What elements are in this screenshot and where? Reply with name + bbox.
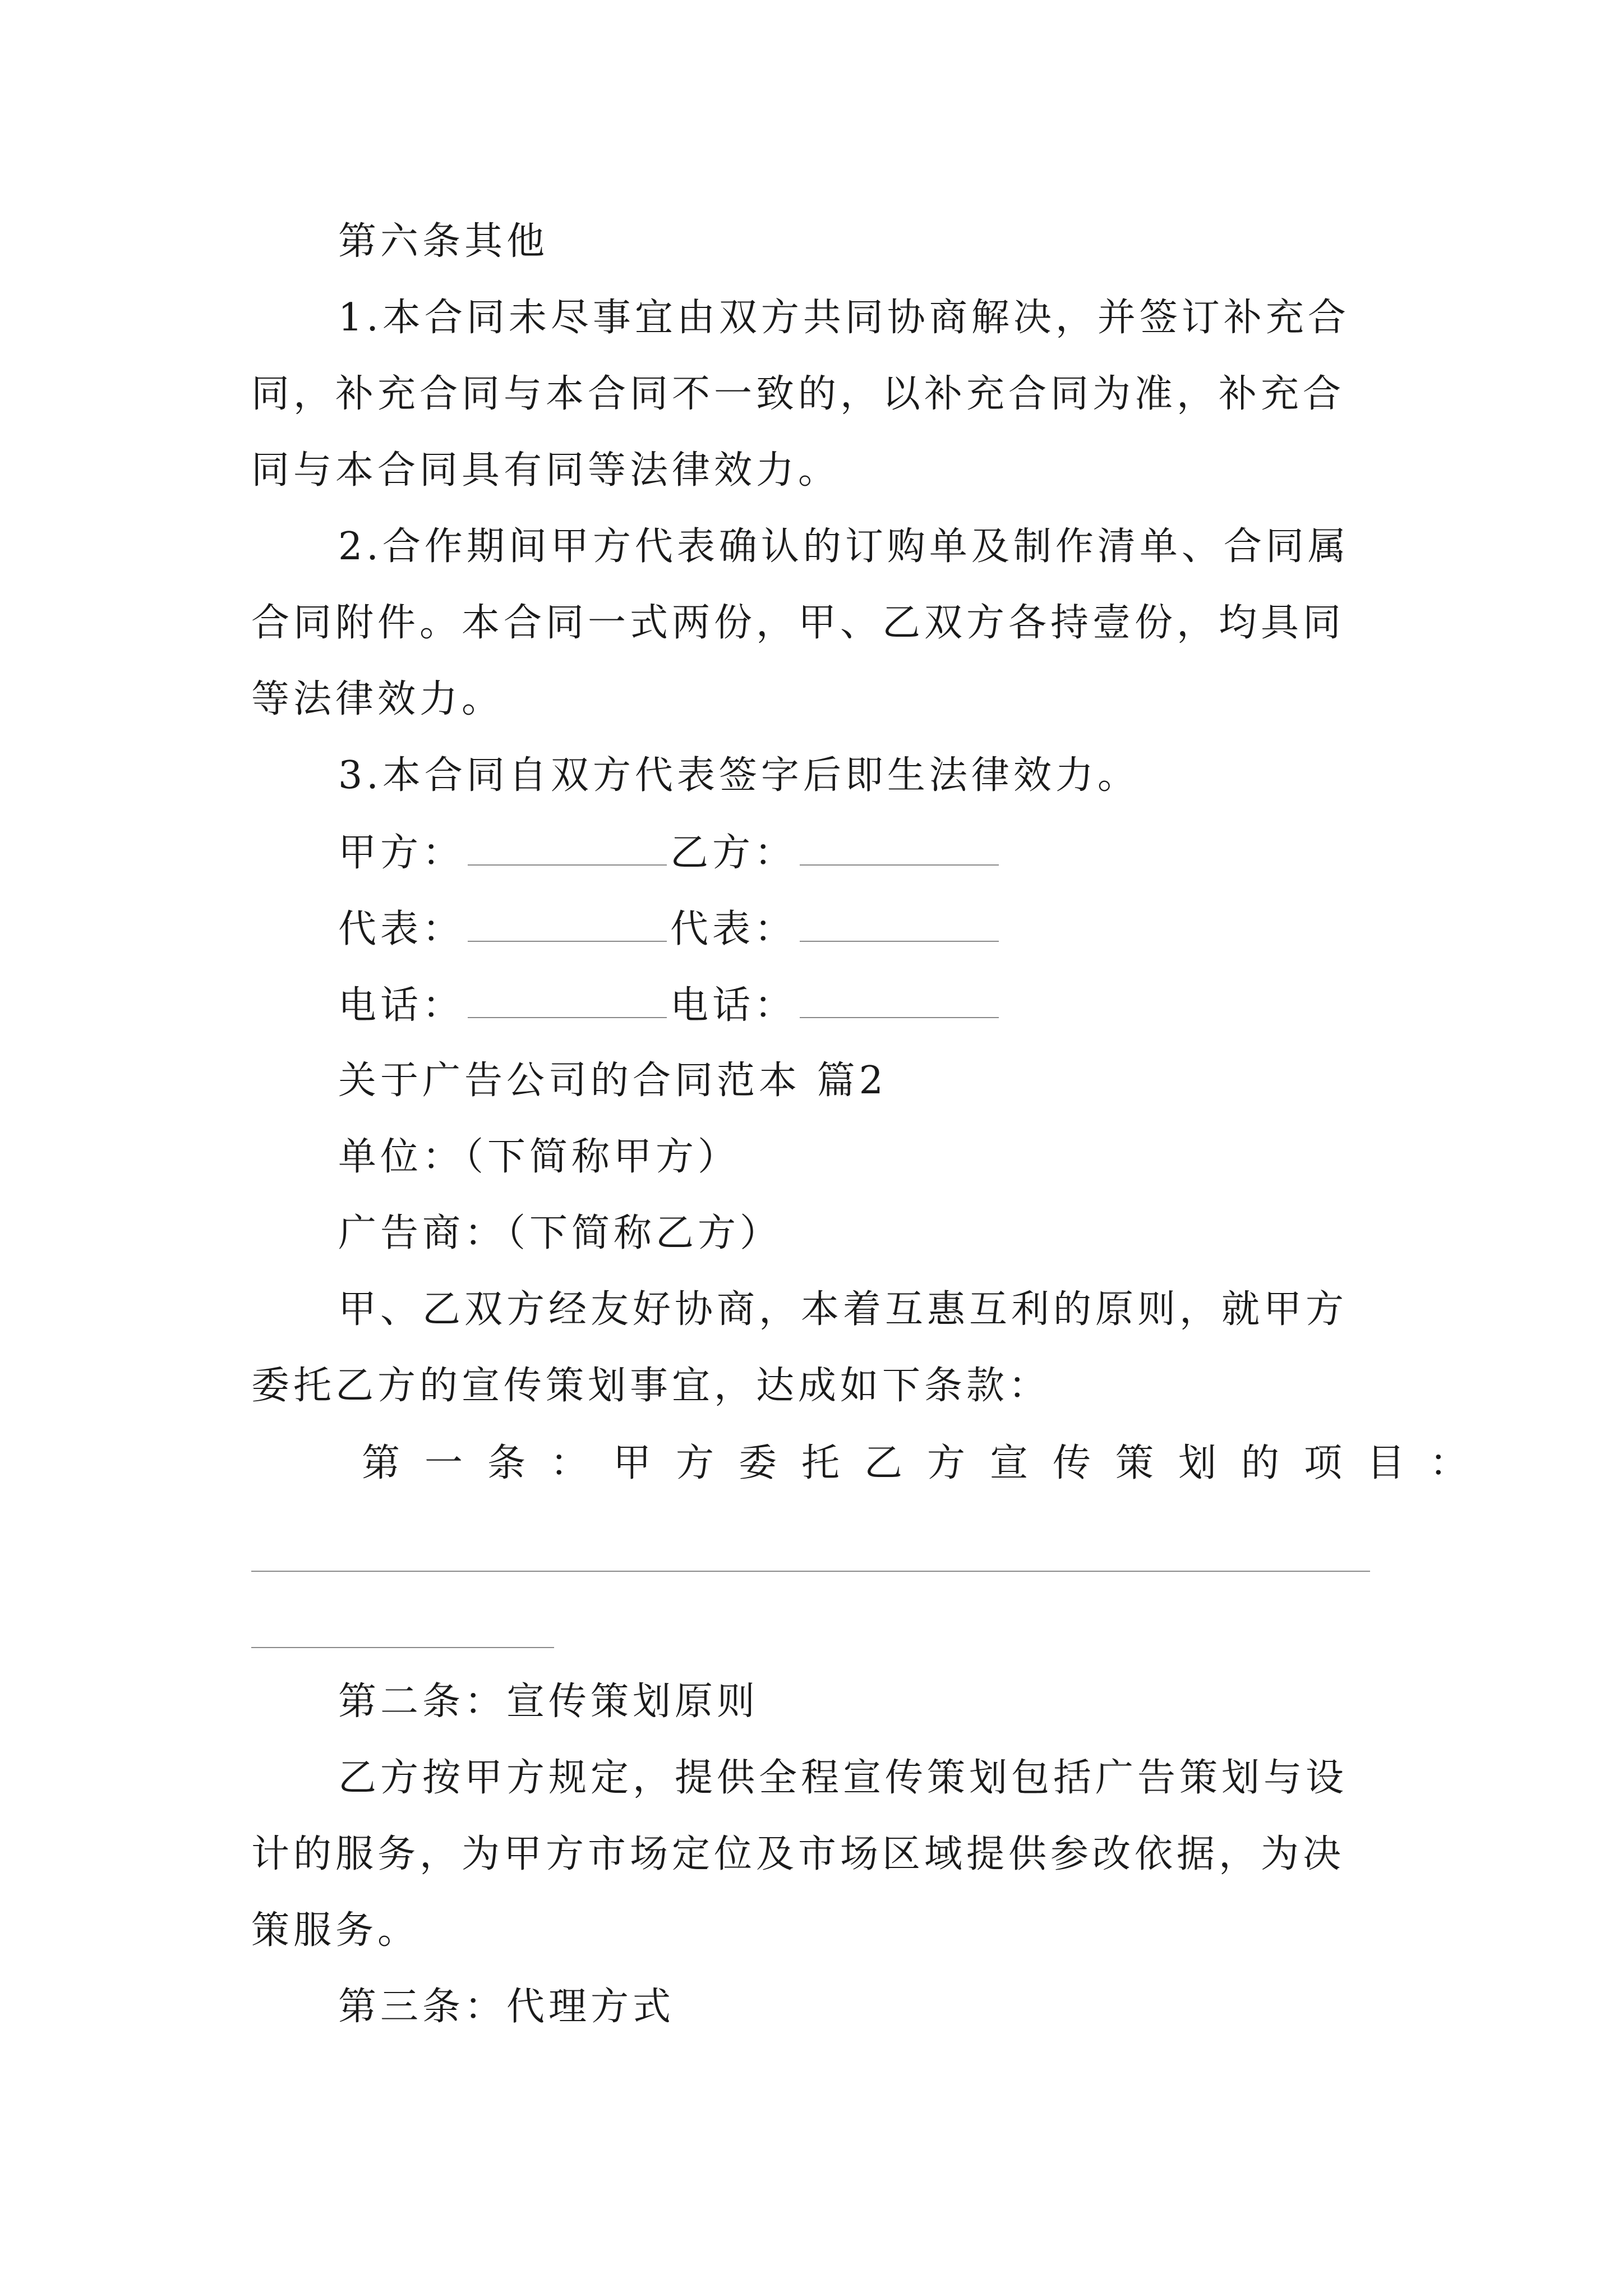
paragraph-line: 3.本合同自双方代表签字后即生法律效力。 bbox=[338, 753, 1140, 798]
party-a-label: 甲方： bbox=[338, 831, 465, 875]
rep-a-label: 代表： bbox=[338, 907, 465, 951]
paragraph-line: 等法律效力。 bbox=[251, 677, 504, 721]
phone-b-blank[interactable] bbox=[800, 986, 999, 1018]
party-advertiser-line: 广告商：（下简称乙方） bbox=[338, 1211, 782, 1255]
party-b-blank[interactable] bbox=[800, 833, 999, 866]
paragraph-line: 2.合作期间甲方代表确认的订购单及制作清单、合同属 bbox=[338, 524, 1350, 569]
paragraph-line: 合同附件。本合同一式两份，甲、乙双方各持壹份，均具同 bbox=[251, 601, 1345, 645]
party-b-label: 乙方： bbox=[670, 831, 797, 875]
paragraph-line: 同，补充合同与本合同不一致的，以补充合同为准，补充合 bbox=[251, 372, 1345, 416]
paragraph-line: 甲、乙双方经友好协商，本着互惠互利的原则，就甲方 bbox=[338, 1287, 1348, 1332]
clause-three-heading: 第三条：代理方式 bbox=[338, 1985, 675, 2029]
paragraph-line: 乙方按甲方规定，提供全程宣传策划包括广告策划与设 bbox=[338, 1756, 1348, 1800]
phone-a-blank[interactable] bbox=[468, 986, 667, 1018]
party-unit-line: 单位：（下简称甲方） bbox=[338, 1135, 740, 1179]
clause-two-heading: 第二条：宣传策划原则 bbox=[338, 1680, 759, 1724]
paragraph-line: 同与本合同具有同等法律效力。 bbox=[251, 448, 841, 493]
phone-a-label: 电话： bbox=[338, 983, 465, 1028]
fill-in-blank-line[interactable] bbox=[251, 1571, 1370, 1572]
rep-b-label: 代表： bbox=[670, 907, 797, 951]
signature-row-representative bbox=[338, 909, 1002, 949]
paragraph-line: 1.本合同未尽事宜由双方共同协商解决，并签订补充合 bbox=[338, 296, 1350, 340]
phone-b-label: 电话： bbox=[670, 983, 797, 1028]
signature-row-party bbox=[338, 831, 1002, 875]
clause-one-heading: 第一条：甲方委托乙方宣传策划的项目： bbox=[362, 1441, 1493, 1485]
section-heading-other: 第六条其他 bbox=[338, 219, 549, 264]
signature-row-phone bbox=[338, 983, 1002, 1028]
rep-b-blank[interactable] bbox=[800, 909, 999, 942]
paragraph-line: 委托乙方的宣传策划事宜，达成如下条款： bbox=[251, 1364, 1051, 1408]
party-a-blank[interactable] bbox=[468, 833, 667, 866]
rep-a-blank[interactable] bbox=[468, 909, 667, 942]
article-title: 关于广告公司的合同范本 篇2 bbox=[338, 1059, 887, 1103]
paragraph-line: 策服务。 bbox=[251, 1908, 420, 1953]
fill-in-blank-line[interactable] bbox=[251, 1647, 554, 1648]
paragraph-line: 计的服务，为甲方市场定位及市场区域提供参改依据，为决 bbox=[251, 1832, 1345, 1876]
